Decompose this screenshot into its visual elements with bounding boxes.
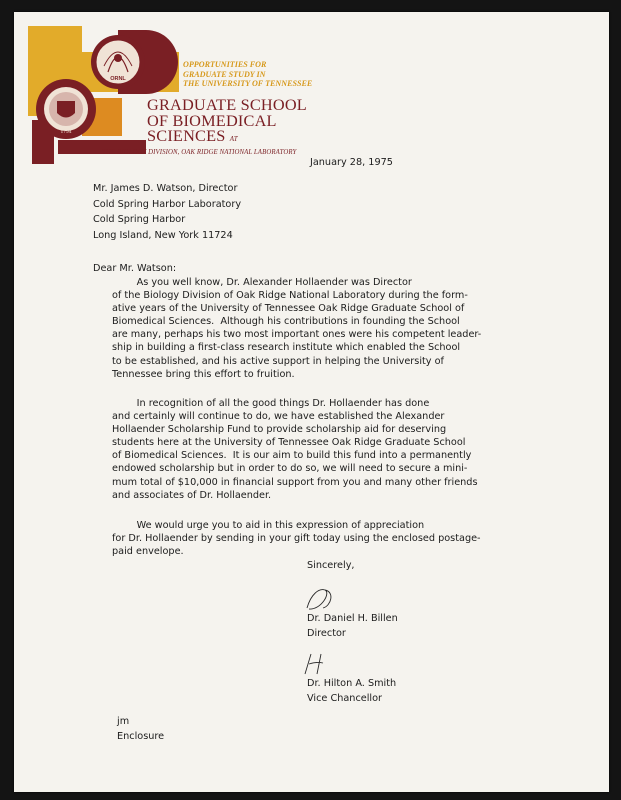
- ut-seal: [36, 79, 96, 139]
- school-name-line: SCIENCES AT: [147, 126, 238, 145]
- tagline-line: THE UNIVERSITY OF TENNESSEE: [183, 79, 313, 88]
- text-line: mum total of $10,000 in financial support from you and many other friends: [112, 476, 478, 488]
- text-line: endowed scholarship but in order to do so, we will need to secure a mini-: [112, 463, 468, 475]
- signature-smith: [297, 646, 497, 680]
- ornl-seal-label: ORNL: [110, 76, 126, 82]
- text-line: In recognition of all the good things Dr. Hollaender has done: [112, 398, 430, 409]
- address-line: Long Island, New York 11724: [93, 229, 233, 241]
- school-name-line: GRADUATE SCHOOL: [147, 95, 307, 114]
- division-line: THE BIOLOGY DIVISION, OAK RIDGE NATIONAL LABORATORY: [102, 149, 297, 156]
- signer-title: Vice Chancellor: [307, 692, 383, 704]
- text-line: Biomedical Sciences. Although his contributions in founding the School: [112, 316, 460, 328]
- address-line: Mr. James D. Watson, Director: [93, 183, 238, 194]
- text-line: ship in building a first-class research institute which enabled the School: [112, 342, 461, 354]
- ornl-seal: [91, 35, 145, 89]
- text-line: As you well know, Dr. Alexander Hollaender was Director: [112, 277, 412, 288]
- signer-2: [307, 677, 396, 706]
- typist-initials: jm: [117, 716, 130, 727]
- paragraph-1: [112, 276, 542, 381]
- text-line: Tennessee bring this effort to fruition.: [112, 368, 295, 380]
- tagline-line: GRADUATE STUDY IN: [183, 69, 266, 79]
- tagline-line: OPPORTUNITIES FOR: [183, 60, 267, 69]
- text-line: Hollaender Scholarship Fund to provide scholarship aid for deserving: [112, 424, 447, 436]
- signer-1: [307, 612, 398, 641]
- text-line: and associates of Dr. Hollaender.: [112, 489, 272, 501]
- paragraph-2: [112, 397, 542, 502]
- signer-name: Dr. Hilton A. Smith: [307, 678, 397, 689]
- recipient-address: [93, 181, 241, 243]
- signer-title: Director: [307, 627, 346, 639]
- text-line: and certainly will continue to do, we have established the Alexander: [112, 411, 445, 423]
- letterhead-tagline: [183, 60, 383, 89]
- school-name: [147, 97, 307, 148]
- address-line: Cold Spring Harbor: [93, 214, 186, 225]
- text-line: for Dr. Hollaender by sending in your gift today using the enclosed postage-: [112, 533, 481, 545]
- text-line: We would urge you to aid in this expression of appreciation: [112, 520, 425, 531]
- text-line: of the Biology Division of Oak Ridge National Laboratory during the form-: [112, 290, 468, 302]
- ut-seal-year: 1794: [60, 129, 72, 135]
- text-line: to be established, and his active support in helping the University of: [112, 355, 444, 367]
- address-line: Cold Spring Harbor Laboratory: [93, 198, 242, 210]
- text-line: of Biomedical Sciences. It is our aim to build this fund into a permanently: [112, 450, 472, 462]
- school-name-line: OF BIOMEDICAL: [147, 110, 277, 130]
- enclosure-note: [117, 714, 164, 744]
- text-line: are many, perhaps his two most important ones were his competent leader-: [112, 329, 482, 341]
- paragraph-3: [112, 519, 542, 558]
- text-line: paid envelope.: [112, 546, 184, 558]
- text-line: ative years of the University of Tennessee Oak Ridge Graduate School of: [112, 303, 465, 315]
- signer-name: Dr. Daniel H. Billen: [307, 613, 398, 624]
- letter-page: [14, 12, 609, 792]
- text-line: students here at the University of Tennessee Oak Ridge Graduate School: [112, 437, 466, 449]
- salutation: Dear Mr. Watson:: [93, 263, 177, 274]
- closing: Sincerely,: [307, 560, 355, 571]
- letter-date: January 28, 1975: [310, 157, 393, 168]
- enclosure-label: Enclosure: [117, 731, 165, 742]
- school-at: AT: [229, 135, 238, 143]
